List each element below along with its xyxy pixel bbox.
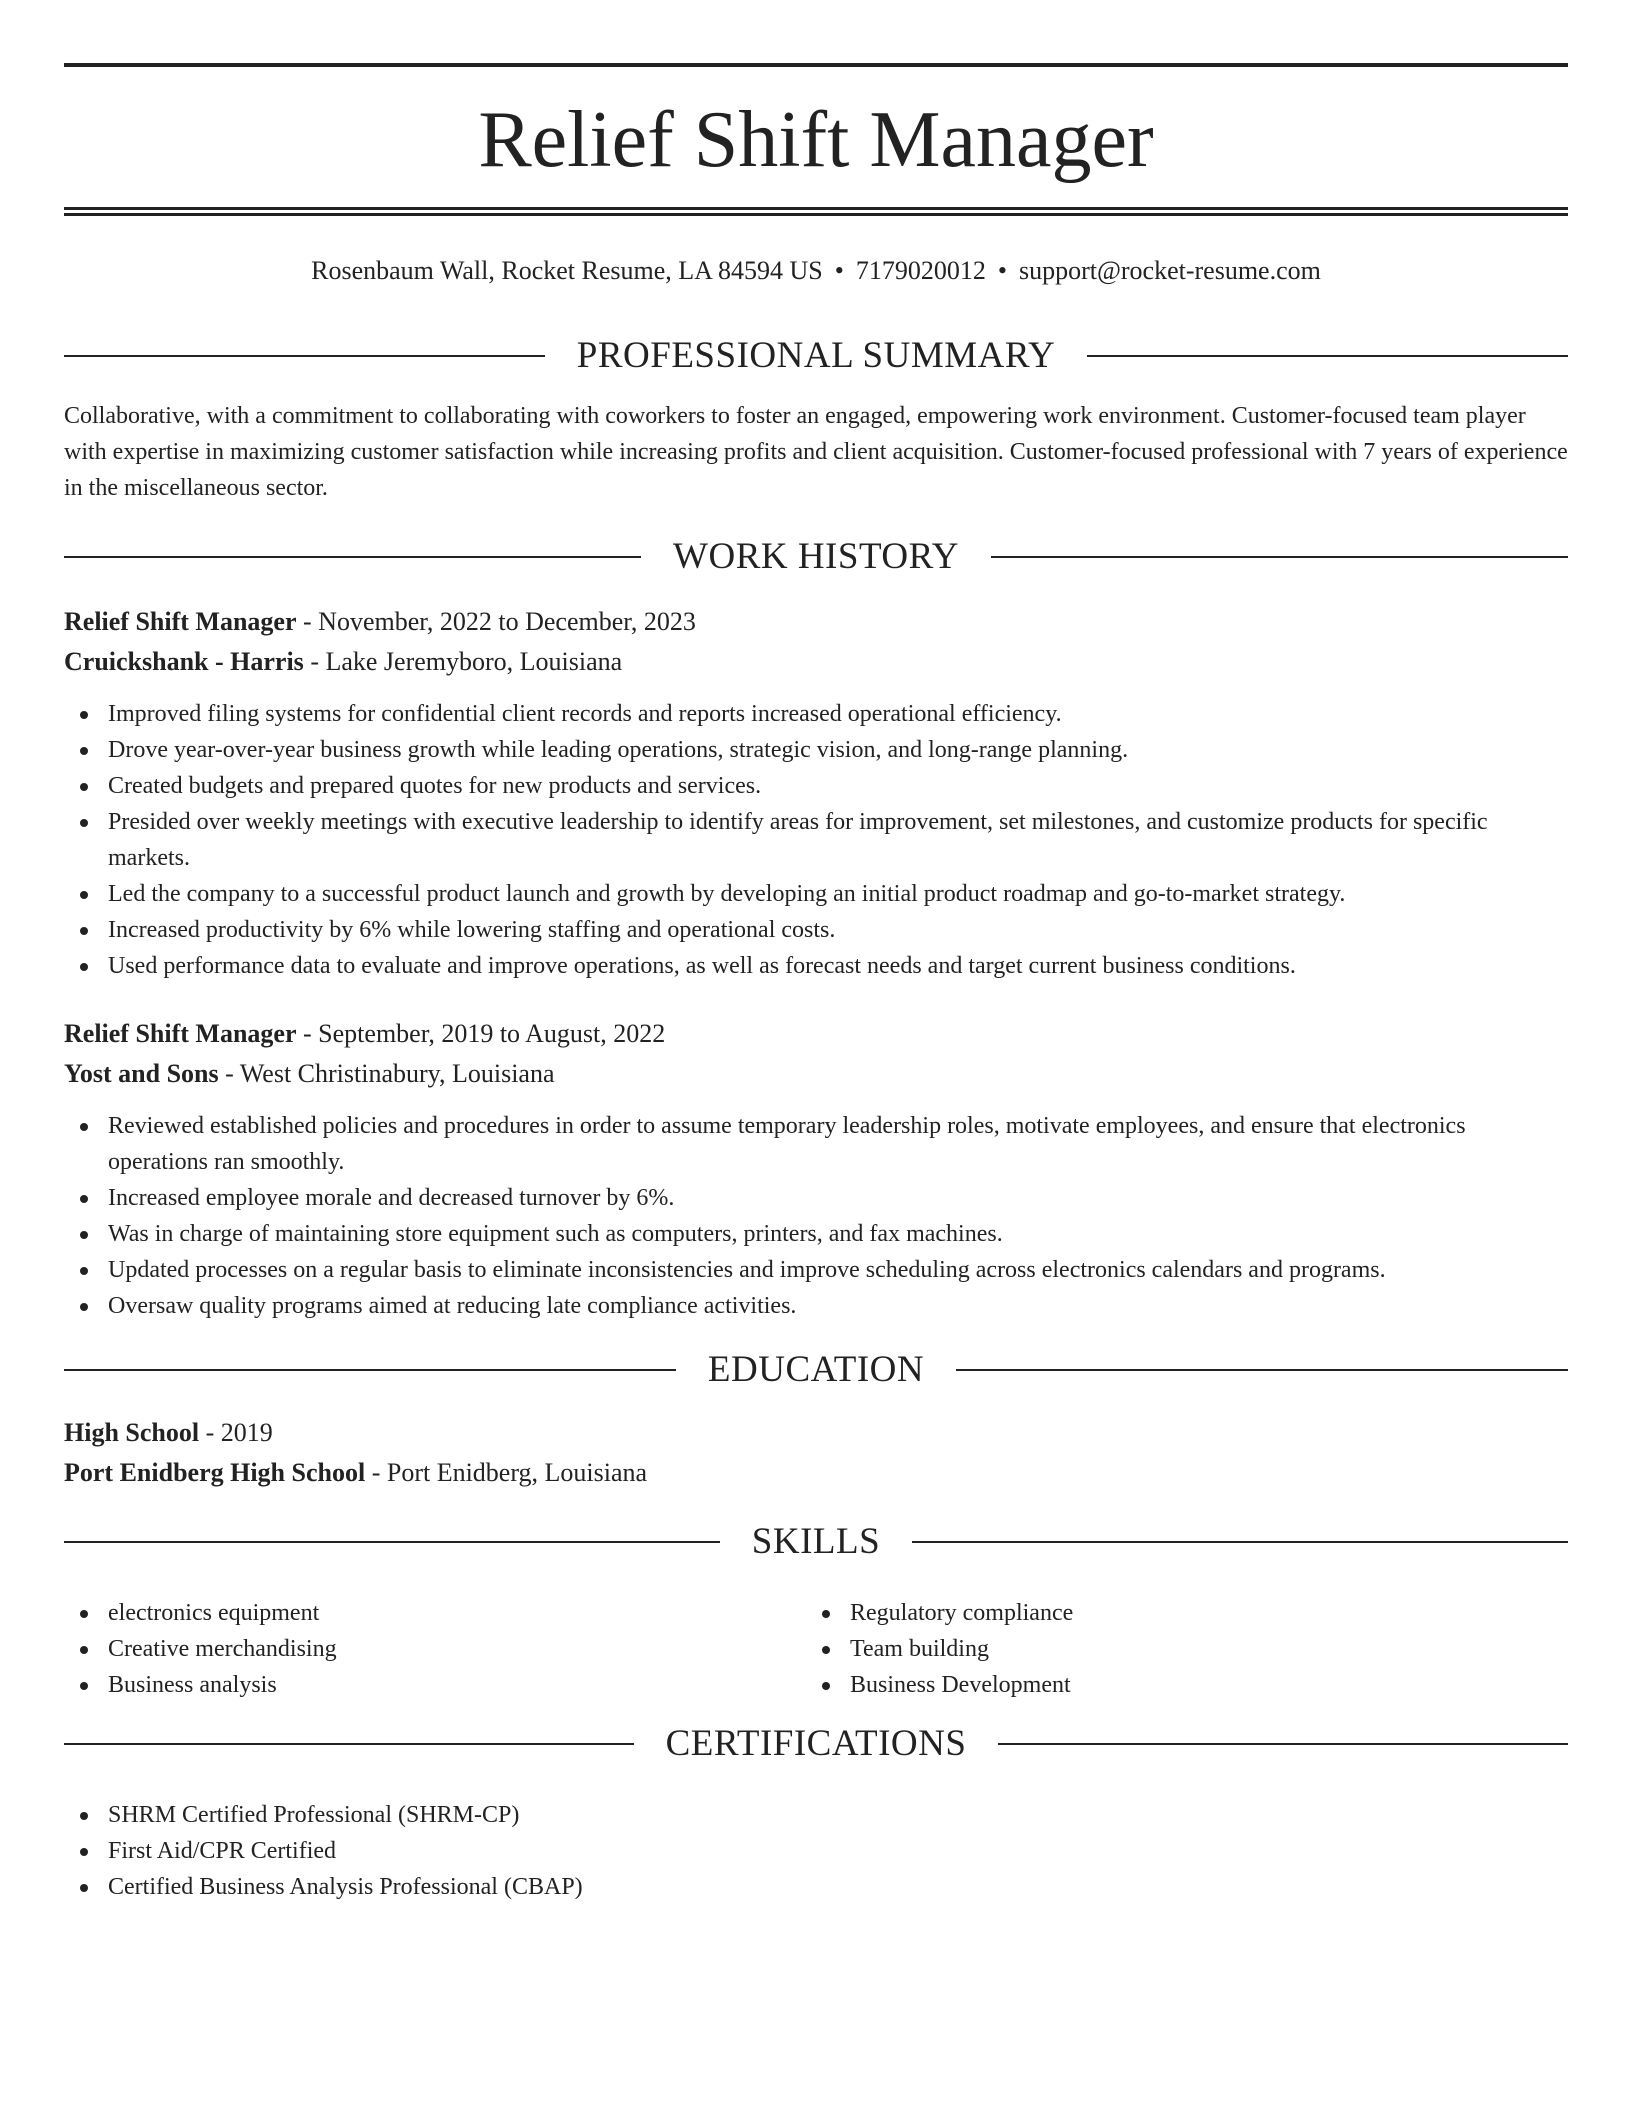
list-item: Reviewed established policies and procedures in order to assume temporary leadership roles, motivate employees, and ensure that electronics operations ran smoothly. [64, 1108, 1568, 1180]
job-title: Relief Shift Manager [64, 607, 297, 636]
education-degree-line [64, 1415, 1568, 1451]
top-rule [64, 63, 1568, 67]
list-item: Drove year-over-year business growth while leading operations, strategic vision, and long-range planning. [64, 732, 1568, 768]
job-dates: - November, 2022 to December, 2023 [296, 607, 696, 636]
job-dates: - September, 2019 to August, 2022 [296, 1019, 666, 1048]
section-heading-certifications [64, 1722, 1568, 1766]
job-title-line [64, 604, 1568, 640]
section-heading-summary [64, 334, 1568, 378]
job-bullets [64, 696, 1568, 984]
education-location: - Port Enidberg, Louisiana [365, 1458, 648, 1487]
list-item: Oversaw quality programs aimed at reducing late compliance activities. [64, 1288, 1568, 1324]
job-company: Yost and Sons [64, 1059, 219, 1088]
job-location: - Lake Jeremyboro, Louisiana [303, 647, 623, 676]
heading-rule [998, 1743, 1568, 1745]
education-school-line [64, 1455, 1568, 1491]
job-location: - West Christinabury, Louisiana [218, 1059, 555, 1088]
skill-item: electronics equipment [64, 1595, 806, 1631]
contact-separator: • [834, 256, 844, 285]
job-company-line [64, 1056, 1568, 1092]
list-item: Used performance data to evaluate and improve operations, as well as forecast needs and target current business conditions. [64, 948, 1568, 984]
education-school: Port Enidberg High School [64, 1458, 366, 1487]
job-company-line [64, 644, 1568, 680]
job-title: Relief Shift Manager [64, 1019, 297, 1048]
list-item: Led the company to a successful product launch and growth by developing an initial product roadmap and go-to-market strategy. [64, 876, 1568, 912]
list-item: Created budgets and prepared quotes for new products and services. [64, 768, 1568, 804]
heading-rule [912, 1541, 1568, 1543]
resume-name: Relief Shift Manager [478, 96, 1154, 184]
heading-rule [1087, 355, 1568, 357]
contact-separator: • [997, 256, 1007, 285]
heading-rule [956, 1369, 1568, 1371]
contact-line [64, 254, 1568, 288]
skill-item: Business Development [806, 1667, 1548, 1703]
list-item: Updated processes on a regular basis to eliminate inconsistencies and improve scheduling across electronics calendars and programs. [64, 1252, 1568, 1288]
contact-address: Rosenbaum Wall, Rocket Resume, LA 84594 US [311, 256, 823, 285]
heading-rule [64, 355, 545, 357]
heading-rule [64, 1541, 720, 1543]
section-title: CERTIFICATIONS [665, 1723, 967, 1764]
heading-rule [64, 556, 641, 558]
summary-text: Collaborative, with a commitment to collaborating with coworkers to foster an engaged, empowering work environment. Customer-focused team player with expertise in maximizing customer satisfaction while increasing profits and client acquisition. Customer-focused professional with 7 years of experience in the miscellaneous sector. [64, 403, 1568, 501]
skill-item: Team building [806, 1631, 1548, 1667]
list-item: Increased productivity by 6% while lowering staffing and operational costs. [64, 912, 1568, 948]
skill-item: Creative merchandising [64, 1631, 806, 1667]
heading-rule [64, 1743, 634, 1745]
skills-grid [64, 1595, 1568, 1703]
skill-item: Regulatory compliance [806, 1595, 1548, 1631]
certification-item: Certified Business Analysis Professional (CBAP) [64, 1869, 1568, 1905]
job-company: Cruickshank - Harris [64, 647, 304, 676]
education-year: - 2019 [199, 1418, 273, 1447]
section-title: PROFESSIONAL SUMMARY [576, 335, 1056, 376]
list-item: Increased employee morale and decreased turnover by 6%. [64, 1180, 1568, 1216]
heading-rule [991, 556, 1568, 558]
certification-item: SHRM Certified Professional (SHRM-CP) [64, 1797, 1568, 1833]
education-degree: High School [64, 1418, 200, 1447]
list-item: Was in charge of maintaining store equipment such as computers, printers, and fax machines. [64, 1216, 1568, 1252]
section-title: EDUCATION [707, 1349, 925, 1390]
section-heading-work-history [64, 535, 1568, 579]
list-item: Presided over weekly meetings with executive leadership to identify areas for improvement, set milestones, and customize products for specific markets. [64, 804, 1568, 876]
section-heading-education [64, 1348, 1568, 1392]
section-heading-skills [64, 1520, 1568, 1564]
contact-email[interactable]: support@rocket-resume.com [1018, 256, 1321, 285]
heading-rule [64, 1369, 676, 1371]
skill-item: Business analysis [64, 1667, 806, 1703]
section-title: WORK HISTORY [673, 536, 959, 577]
job-title-line [64, 1016, 1568, 1052]
skills-column-left [64, 1595, 806, 1703]
certification-item: First Aid/CPR Certified [64, 1833, 1568, 1869]
section-title: SKILLS [751, 1521, 881, 1562]
certifications-list [64, 1797, 1568, 1905]
skills-column-right [806, 1595, 1548, 1703]
name-double-rule [64, 207, 1568, 216]
job-bullets [64, 1108, 1568, 1324]
list-item: Improved filing systems for confidential client records and reports increased operational efficiency. [64, 696, 1568, 732]
contact-phone: 7179020012 [855, 256, 986, 285]
